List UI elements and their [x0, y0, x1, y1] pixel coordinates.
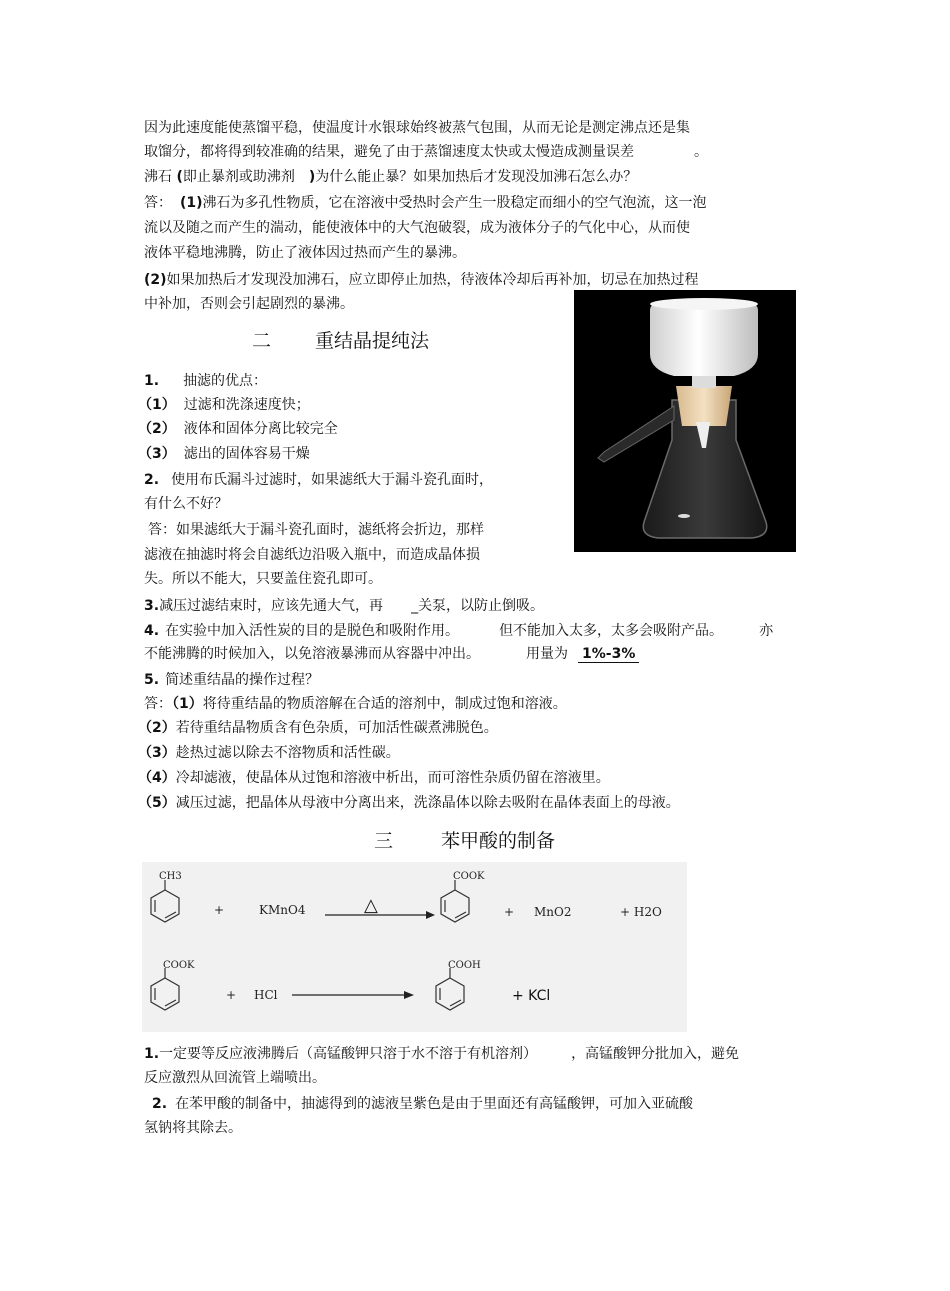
- carboxylate-label: COOK: [453, 871, 485, 882]
- potassium-benzoate-ring-icon: [151, 968, 179, 1010]
- list-item: [138, 419, 338, 439]
- text-segment: 一定要等反应液沸腾后（高锰酸钾只溶于水不溶于有机溶剂）: [159, 1046, 538, 1062]
- product-label: + KCl: [512, 988, 551, 1004]
- text-segment: 减压过滤结束时，应该先通大气，再: [159, 598, 384, 614]
- list-item: [138, 793, 680, 813]
- heat-symbol: △: [364, 895, 378, 916]
- benzoic-acid-ring-icon: [436, 968, 464, 1010]
- list-item: [144, 694, 567, 714]
- reaction-scheme: [142, 862, 687, 1032]
- text-segment: 亦: [759, 623, 774, 639]
- text-line: 中补加，否则会引起剧烈的暴沸。: [144, 296, 354, 312]
- note-2: [152, 1094, 693, 1114]
- carboxyl-label: COOH: [448, 960, 481, 971]
- item-text: 减压过滤，把晶体从母液中分离出来，洗涤晶体以除去吸附在晶体表面上的母液。: [175, 795, 680, 811]
- question-3: [144, 596, 544, 616]
- list-item: [138, 743, 400, 763]
- question-1: [144, 371, 267, 391]
- text-segment: 为什么能止暴？如果加热后才发现没加沸石怎么办？: [315, 169, 638, 185]
- plus-sign: +: [504, 905, 515, 919]
- product-label: + H2O: [620, 905, 662, 919]
- text-line: [144, 167, 637, 187]
- text-segment: 取馏分，都将得到较准确的结果，避免了由于蒸馏速度太快或太慢造成测量误差: [144, 144, 634, 160]
- dosage-value: 1%-3%: [578, 646, 639, 663]
- question-4: [144, 621, 773, 641]
- text-line: [144, 142, 708, 162]
- question-number: 2.: [152, 1096, 168, 1112]
- text-segment: ，高锰酸钾分批加入，避免: [571, 1046, 740, 1062]
- text-segment: 沸石为多孔性物质，它在溶液中受热时会产生一股稳定而细小的空气泡流，这一泡: [202, 195, 707, 211]
- arrow-head-icon: [426, 911, 435, 919]
- text-line: 液体平稳地沸腾，防止了液体因过热而产生的暴沸。: [144, 245, 466, 261]
- text-line: 氢钠将其除去。: [144, 1120, 242, 1136]
- text-line: 反应激烈从回流管上端喷出。: [144, 1070, 326, 1086]
- item-text: 趁热过滤以除去不溶物质和活性碳。: [175, 745, 400, 761]
- reagent-label: KMnO4: [259, 903, 306, 917]
- text-line: [144, 270, 699, 290]
- question-text: 抽滤的优点：: [183, 373, 268, 389]
- text-line: 有什么不好？: [144, 496, 228, 512]
- section-number: 三: [374, 830, 394, 852]
- question-5: [144, 670, 319, 690]
- text-segment: 用量为: [526, 646, 568, 662]
- section-number: 二: [252, 330, 272, 352]
- question-2: [144, 470, 493, 490]
- item-number: (2): [144, 272, 167, 288]
- question-number: 5.: [144, 672, 160, 688]
- question-number: 3.: [144, 598, 160, 614]
- text-line: 流以及随之而产生的湍动，能使液体中的大气泡破裂，成为液体分子的气化中心，从而使: [144, 220, 690, 236]
- section-title: [374, 828, 555, 854]
- toluene-ring-icon: [151, 880, 179, 922]
- item-text: 冷却滤液，使晶体从过饱和溶液中析出，而可溶性杂质仍留在溶液里。: [175, 770, 610, 786]
- item-text: 若待重结晶物质含有色杂质，可加活性碳煮沸脱色。: [175, 720, 498, 736]
- methyl-group-label: CH3: [159, 871, 182, 882]
- carboxylate-label: COOK: [163, 960, 195, 971]
- text-line: 因为此速度能使蒸馏平稳，使温度计水银球始终被蒸气包围，从而无论是测定沸点还是集: [144, 120, 690, 136]
- item-number: （2）: [138, 421, 176, 437]
- text-line: 滤液在抽滤时将会自滤纸边沿吸入瓶中，而造成晶体损: [144, 547, 480, 563]
- reaction-equations-svg: [142, 862, 687, 1032]
- question-number: 4.: [144, 623, 160, 639]
- item-number: （4）: [138, 770, 176, 786]
- item-text: 将待重结晶的物质溶解在合适的溶剂中，制成过饱和溶液。: [202, 696, 567, 712]
- section-title: [252, 328, 429, 354]
- text-segment: _关泵，以防止倒吸。: [411, 598, 545, 614]
- text-segment: 沸石: [144, 169, 177, 185]
- list-item: [138, 395, 310, 415]
- text-segment: 。: [694, 144, 708, 160]
- answer-label: 答：: [144, 195, 172, 211]
- item-number: （5）: [138, 795, 176, 811]
- arrow-head-icon: [404, 991, 414, 999]
- text-segment: 不能沸腾的时候加入，以免溶液暴沸而从容器中冲出。: [144, 646, 480, 662]
- question-number: 2.: [144, 472, 160, 488]
- text-segment: 在实验中加入活性炭的目的是脱色和吸附作用。: [165, 623, 460, 639]
- item-number: （1）: [138, 397, 176, 413]
- item-text: 过滤和洗涤速度快；: [183, 397, 310, 413]
- text-line: [144, 644, 639, 664]
- section-title-text: 苯甲酸的制备: [441, 830, 556, 852]
- paren: (: [176, 169, 183, 185]
- suction-flask-image: [574, 290, 796, 552]
- question-text: 使用布氏漏斗过滤时，如果滤纸大于漏斗瓷孔面时，: [171, 472, 494, 488]
- text-segment: 如果加热后才发现没加沸石，应立即停止加热，待液体冷却后再补加，切忌在加热过程: [166, 272, 699, 288]
- list-item: [138, 768, 610, 788]
- paren: ): [308, 169, 316, 185]
- item-text: 滤出的固体容易干燥: [183, 446, 310, 462]
- buchner-funnel-flask-icon: [574, 290, 796, 552]
- item-number: （3）: [138, 446, 176, 462]
- plus-sign: +: [226, 988, 237, 1002]
- list-item: [138, 718, 498, 738]
- answer-label: 答：: [144, 696, 172, 712]
- item-number: （3）: [138, 745, 176, 761]
- text-line: [144, 193, 707, 213]
- list-item: [138, 444, 310, 464]
- item-number: （1）: [172, 696, 203, 712]
- potassium-benzoate-ring-icon: [441, 880, 469, 922]
- product-label: MnO2: [534, 905, 572, 919]
- question-number: 1.: [144, 1046, 160, 1062]
- text-line: 答：如果滤纸大于漏斗瓷孔面时，滤纸将会折边，那样: [148, 522, 484, 538]
- question-number: 1.: [144, 373, 160, 389]
- text-line: 失。所以不能大，只要盖住瓷孔即可。: [144, 571, 382, 587]
- text-segment: 在苯甲酸的制备中，抽滤得到的滤液呈紫色是由于里面还有高锰酸钾，可加入亚硫酸: [175, 1096, 694, 1112]
- plus-sign: +: [214, 903, 225, 917]
- reagent-label: HCl: [254, 988, 278, 1002]
- item-text: 液体和固体分离比较完全: [183, 421, 338, 437]
- text-segment: 但不能加入太多，太多会吸附产品。: [499, 623, 724, 639]
- item-number: （2）: [138, 720, 176, 736]
- item-number: (1): [180, 195, 203, 211]
- section-title-text: 重结晶提纯法: [315, 330, 430, 352]
- note-1: [144, 1044, 739, 1064]
- text-segment: 即止暴剂或助沸剂: [182, 169, 295, 185]
- question-text: 简述重结晶的操作过程？: [165, 672, 320, 688]
